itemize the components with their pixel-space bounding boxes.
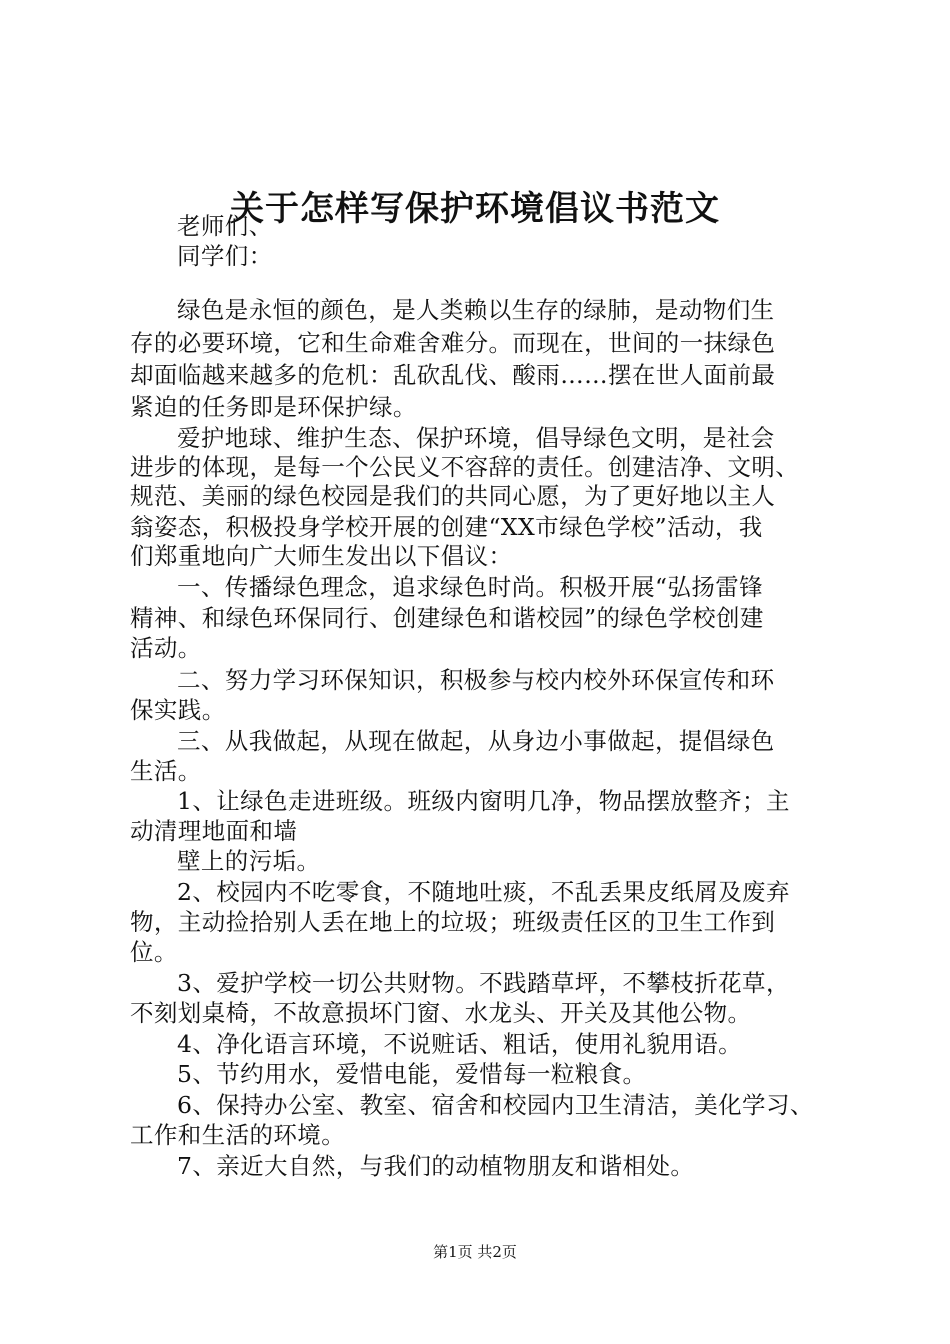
body-line: 保实践。 bbox=[130, 696, 226, 724]
body-line: 生活。 bbox=[130, 757, 202, 785]
list-item-line: 3、爱护学校一切公共财物。不践踏草坪，不攀枝折花草， bbox=[177, 969, 790, 997]
body-line: 活动。 bbox=[130, 634, 202, 662]
list-item-line: 7、亲近大自然，与我们的动植物朋友和谐相处。 bbox=[177, 1152, 695, 1180]
list-item-line: 物，主动捡拾别人丢在地上的垃圾；班级责任区的卫生工作到 bbox=[130, 908, 776, 936]
list-item-line: 工作和生活的环境。 bbox=[130, 1121, 346, 1149]
body-line: 三、从我做起，从现在做起，从身边小事做起，提倡绿色 bbox=[177, 727, 775, 755]
list-item-line: 6、保持办公室、教室、宿舍和校园内卫生清洁，美化学习、 bbox=[177, 1091, 814, 1119]
list-item-line: 5、节约用水，爱惜电能，爱惜每一粒粮食。 bbox=[177, 1060, 647, 1088]
body-line: 紧迫的任务即是环保护绿。 bbox=[130, 393, 417, 421]
document-title: 关于怎样写保护环境倡议书范文 bbox=[230, 189, 720, 229]
list-item-line: 壁上的污垢。 bbox=[177, 847, 321, 875]
list-item-line: 2、校园内不吃零食，不随地吐痰，不乱丢果皮纸屑及废弃 bbox=[177, 878, 790, 906]
body-line: 规范、美丽的绿色校园是我们的共同心愿，为了更好地以主人 bbox=[130, 482, 776, 510]
list-item-line: 动清理地面和墙 bbox=[130, 817, 298, 845]
body-line: 们郑重地向广大师生发出以下倡议： bbox=[130, 542, 513, 570]
body-line: 爱护地球、维护生态、保护环境，倡导绿色文明，是社会 bbox=[177, 424, 775, 452]
body-line: 一、传播绿色理念，追求绿色时尚。积极开展“弘扬雷锋 bbox=[177, 573, 764, 601]
body-line: 翁姿态，积极投身学校开展的创建“XX市绿色学校”活动，我 bbox=[130, 513, 763, 541]
body-line: 二、努力学习环保知识，积极参与校内校外环保宣传和环 bbox=[177, 666, 775, 694]
list-item-line: 4、净化语言环境，不说赃话、粗话，使用礼貌用语。 bbox=[177, 1030, 743, 1058]
body-line: 存的必要环境，它和生命难舍难分。而现在，世间的一抹绿色 bbox=[130, 329, 776, 357]
list-item-line: 不刻划桌椅，不故意损坏门窗、水龙头、开关及其他公物。 bbox=[130, 999, 752, 1027]
list-item-line: 位。 bbox=[130, 938, 178, 966]
body-line: 进步的体现，是每一个公民义不容辞的责任。创建洁净、文明、 bbox=[130, 453, 800, 481]
salutation-line: 同学们： bbox=[177, 242, 273, 270]
list-item-line: 1、让绿色走进班级。班级内窗明几净，物品摆放整齐；主 bbox=[177, 787, 790, 815]
body-line: 却面临越来越多的危机：乱砍乱伐、酸雨……摆在世人面前最 bbox=[130, 361, 776, 389]
page-number-footer: 第1页 共2页 bbox=[433, 1243, 517, 1261]
body-line: 绿色是永恒的颜色，是人类赖以生存的绿肺，是动物们生 bbox=[177, 296, 775, 324]
salutation-line: 老师们、 bbox=[177, 212, 273, 240]
body-line: 精神、和绿色环保同行、创建绿色和谐校园”的绿色学校创建 bbox=[130, 604, 764, 632]
